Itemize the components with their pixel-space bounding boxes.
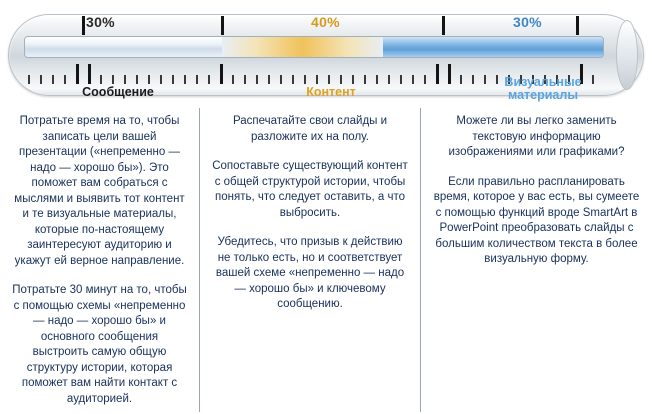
ruler-tick bbox=[400, 75, 402, 84]
ruler-tick bbox=[64, 75, 66, 84]
ruler-tick bbox=[220, 64, 223, 84]
ruler-tick bbox=[472, 75, 474, 84]
ruler-tick bbox=[148, 75, 150, 84]
ruler-tick bbox=[112, 75, 114, 84]
ruler-tick bbox=[256, 75, 258, 84]
paragraph: Можете ли вы легко заменить текстовую информацию изображениями или графиками? bbox=[448, 115, 625, 158]
ruler-tick bbox=[52, 75, 54, 84]
percent-label-visuals: 30% bbox=[513, 14, 542, 30]
stage-label-message: Сообщение bbox=[82, 85, 154, 99]
ruler-tick bbox=[376, 75, 378, 84]
ruler-tick bbox=[316, 75, 318, 84]
paragraph: Потратьте время на то, чтобы записать цели вашей презентации («непременно — надо — хорошо бы»). Это поможет вам собраться с мыслями и выявить тот контент и те визуальные материалы, которые по-настоящему заинтересуют аудиторию и укажут ей верное направление. bbox=[14, 115, 185, 267]
ruler-tick bbox=[196, 75, 198, 84]
ruler-tick bbox=[412, 75, 414, 84]
ruler-tick bbox=[184, 75, 186, 84]
percent-label-content: 40% bbox=[311, 14, 340, 30]
paragraph: Распечатайте свои слайды и разложите их на полу. bbox=[232, 115, 388, 143]
ruler-tick bbox=[460, 75, 462, 84]
gauge-segment-visuals bbox=[383, 37, 603, 57]
ruler-tick bbox=[328, 75, 330, 84]
ruler-tick bbox=[436, 64, 439, 84]
ruler-tick bbox=[28, 75, 30, 84]
ruler-gauge bbox=[24, 36, 604, 58]
ruler-tick bbox=[268, 75, 270, 84]
ruler-tick bbox=[88, 64, 91, 84]
ruler-tick bbox=[40, 75, 42, 84]
ruler-graphic bbox=[8, 6, 644, 102]
gauge-segment-content bbox=[222, 37, 384, 57]
ruler-separator-1 bbox=[221, 16, 224, 35]
ruler-tick bbox=[340, 75, 342, 84]
stage-label-visuals: Визуальные материалы bbox=[504, 75, 582, 102]
ruler-separator-end bbox=[576, 16, 579, 35]
ruler-tick bbox=[124, 75, 126, 84]
percent-label-message: 30% bbox=[86, 14, 115, 30]
ruler-tick bbox=[100, 75, 102, 84]
ruler-tick bbox=[424, 75, 426, 84]
ruler-tick bbox=[280, 75, 282, 84]
column-visuals bbox=[421, 108, 652, 412]
ruler-tick bbox=[172, 75, 174, 84]
ruler-tick bbox=[232, 75, 234, 84]
paragraph: Сопоставьте существующий контент с общей структурой истории, чтобы понять, что следует оставить, а что выбросить. bbox=[212, 160, 408, 219]
ruler-separator-start bbox=[82, 16, 85, 35]
paragraph: Потратьте 30 минут на то, чтобы с помощью схемы «непременно — надо — хорошо бы» и основного сообщения выстроить самую общую структуру истории, которая поможет вам найти контакт с аудиторией. bbox=[12, 284, 187, 405]
ruler-tick bbox=[388, 75, 390, 84]
paragraph: Убедитесь, что призыв к действию не только есть, но и соответствует вашей схеме «непременно — надо — хорошо бы» и ключевому сообщению. bbox=[215, 236, 405, 310]
ruler-tick bbox=[76, 64, 79, 84]
ruler-separator-2 bbox=[442, 16, 445, 35]
ruler-tick bbox=[136, 75, 138, 84]
ruler-tick bbox=[208, 75, 210, 84]
ruler-tick bbox=[304, 75, 306, 84]
ruler-tick bbox=[364, 75, 366, 84]
ruler-end-cap bbox=[616, 20, 638, 90]
stage-label-content: Контент bbox=[306, 85, 356, 99]
columns-container bbox=[0, 108, 652, 412]
ruler-tick bbox=[292, 75, 294, 84]
ruler-tick bbox=[244, 75, 246, 84]
gauge-segment-message bbox=[25, 37, 222, 57]
ruler-tick bbox=[352, 75, 354, 84]
column-content bbox=[199, 108, 421, 412]
column-message bbox=[0, 108, 199, 412]
ruler-tick bbox=[160, 75, 162, 84]
paragraph: Если правильно распланировать время, которое у вас есть, вы сумеете с помощью функций вроде SmartArt в PowerPoint преобразовать слайды с большим количеством текста в более визуальную форму. bbox=[433, 175, 640, 265]
ruler-tick bbox=[448, 64, 451, 84]
